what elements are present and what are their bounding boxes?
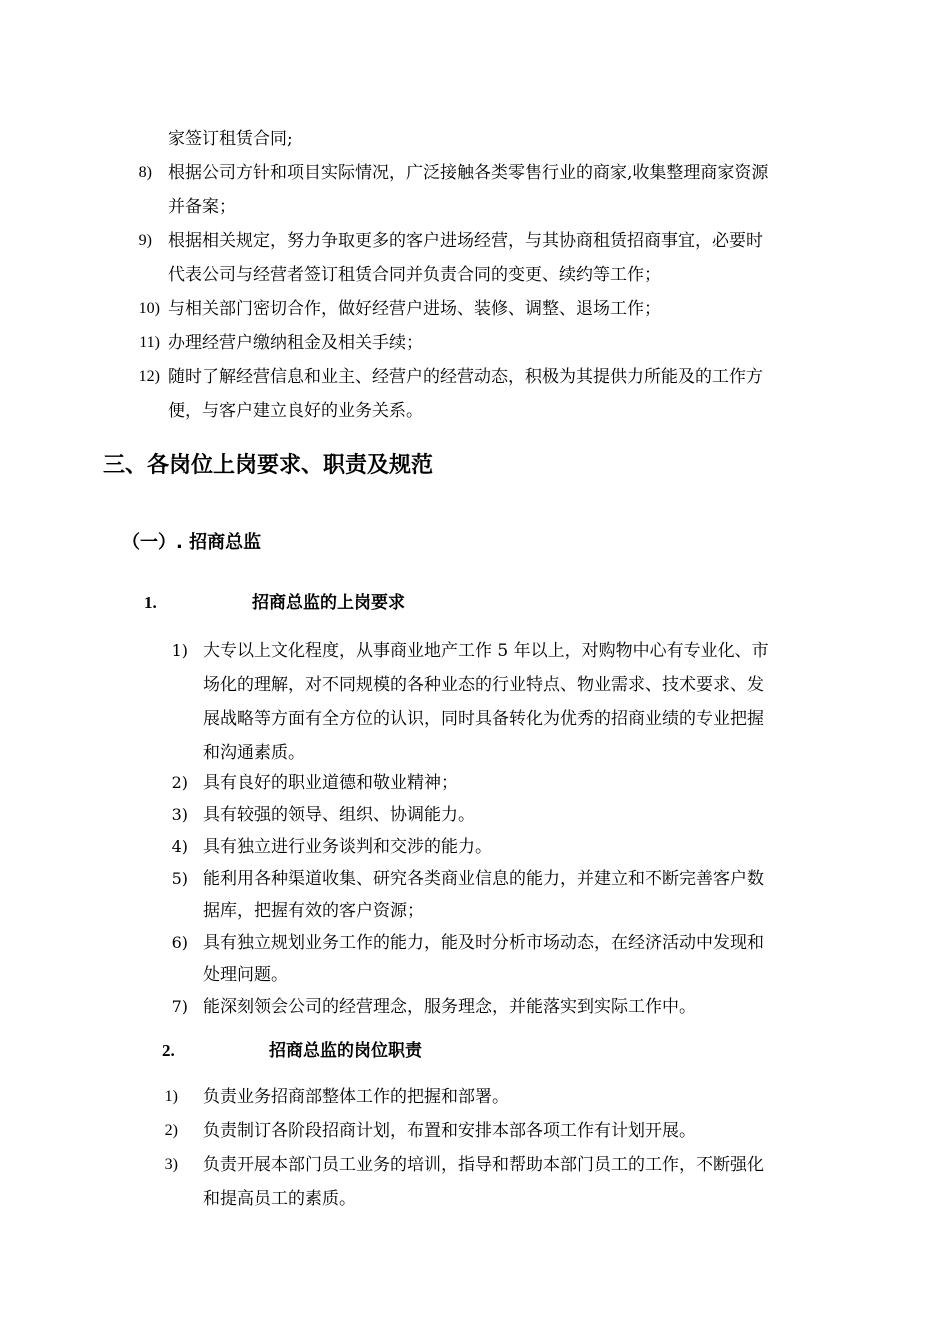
item-heading-title: 招商总监的上岗要求 (252, 593, 405, 613)
list-number: 6) (171, 933, 188, 952)
list-item-text: 随时了解经营信息和业主、经营户的经营动态，积极为其提供力所能及的工作方 (168, 367, 763, 387)
section-heading: 三、各岗位上岗要求、职责及规范 (103, 453, 434, 478)
list-number: 1) (171, 641, 188, 660)
list-number: 4) (171, 837, 188, 856)
list-item-text: 负责制订各阶段招商计划，布置和安排本部各项工作有计划开展。 (203, 1121, 696, 1141)
list-item-text: 处理问题。 (203, 965, 288, 985)
list-item-text: 负责业务招商部整体工作的把握和部署。 (203, 1087, 509, 1107)
list-item-text: 展战略等方面有全方位的认识，同时具备转化为优秀的招商业绩的专业把握 (203, 709, 764, 729)
list-number: 5) (171, 869, 188, 888)
list-item-text: 具有较强的领导、组织、协调能力。 (203, 805, 475, 825)
list-item-text: 便，与客户建立良好的业务关系。 (168, 401, 423, 421)
list-number: 10) (138, 300, 160, 317)
list-number: 8) (138, 164, 152, 181)
list-item-text: 具有独立进行业务谈判和交涉的能力。 (203, 837, 492, 857)
list-item-text: 据库，把握有效的客户资源； (203, 901, 424, 921)
list-number: 2) (164, 1122, 178, 1139)
list-item-text: 根据公司方针和项目实际情况，广泛接触各类零售行业的商家,收集整理商家资源 (168, 163, 769, 183)
list-item-text: 能深刻领会公司的经营理念，服务理念，并能落实到实际工作中。 (203, 997, 696, 1017)
list-item-text: 和沟通素质。 (203, 743, 305, 763)
list-number: 1) (164, 1088, 178, 1105)
list-number: 2) (171, 773, 188, 792)
list-number: 12) (138, 368, 160, 385)
list-item-text: 场化的理解，对不同规模的各种业态的行业特点、物业需求、技术要求、发 (203, 675, 764, 695)
list-number: 3) (171, 805, 188, 824)
list-item-continuation: 家签订租赁合同; (168, 129, 293, 149)
item-heading-title: 招商总监的岗位职责 (269, 1041, 422, 1061)
item-heading-number: 2. (162, 1041, 175, 1060)
list-item-text: 能利用各种渠道收集、研究各类商业信息的能力，并建立和不断完善客户数 (203, 869, 764, 889)
list-item-text: 根据相关规定，努力争取更多的客户进场经营，与其协商租赁招商事宜，必要时 (168, 231, 763, 251)
subsection-heading: （一）. 招商总监 (122, 532, 262, 553)
list-item-text: 负责开展本部门员工业务的培训，指导和帮助本部门员工的工作，不断强化 (203, 1155, 764, 1175)
list-item-text: 并备案； (168, 197, 236, 217)
list-item-text: 具有良好的职业道德和敬业精神； (203, 773, 458, 793)
list-item-text: 和提高员工的素质。 (203, 1189, 356, 1209)
list-item-text: 大专以上文化程度，从事商业地产工作 5 年以上，对购物中心有专业化、市 (203, 641, 769, 661)
list-number: 9) (138, 232, 152, 249)
list-number: 3) (164, 1156, 178, 1173)
list-number: 7) (171, 997, 188, 1016)
list-number: 11) (139, 334, 160, 351)
list-item-text: 具有独立规划业务工作的能力，能及时分析市场动态，在经济活动中发现和 (203, 933, 764, 953)
list-item-text: 代表公司与经营者签订租赁合同并负责合同的变更、续约等工作； (168, 265, 661, 285)
item-heading-number: 1. (144, 593, 157, 612)
list-item-text: 办理经营户缴纳租金及相关手续； (168, 333, 423, 353)
list-item-text: 与相关部门密切合作，做好经营户进场、装修、调整、退场工作； (168, 299, 661, 319)
